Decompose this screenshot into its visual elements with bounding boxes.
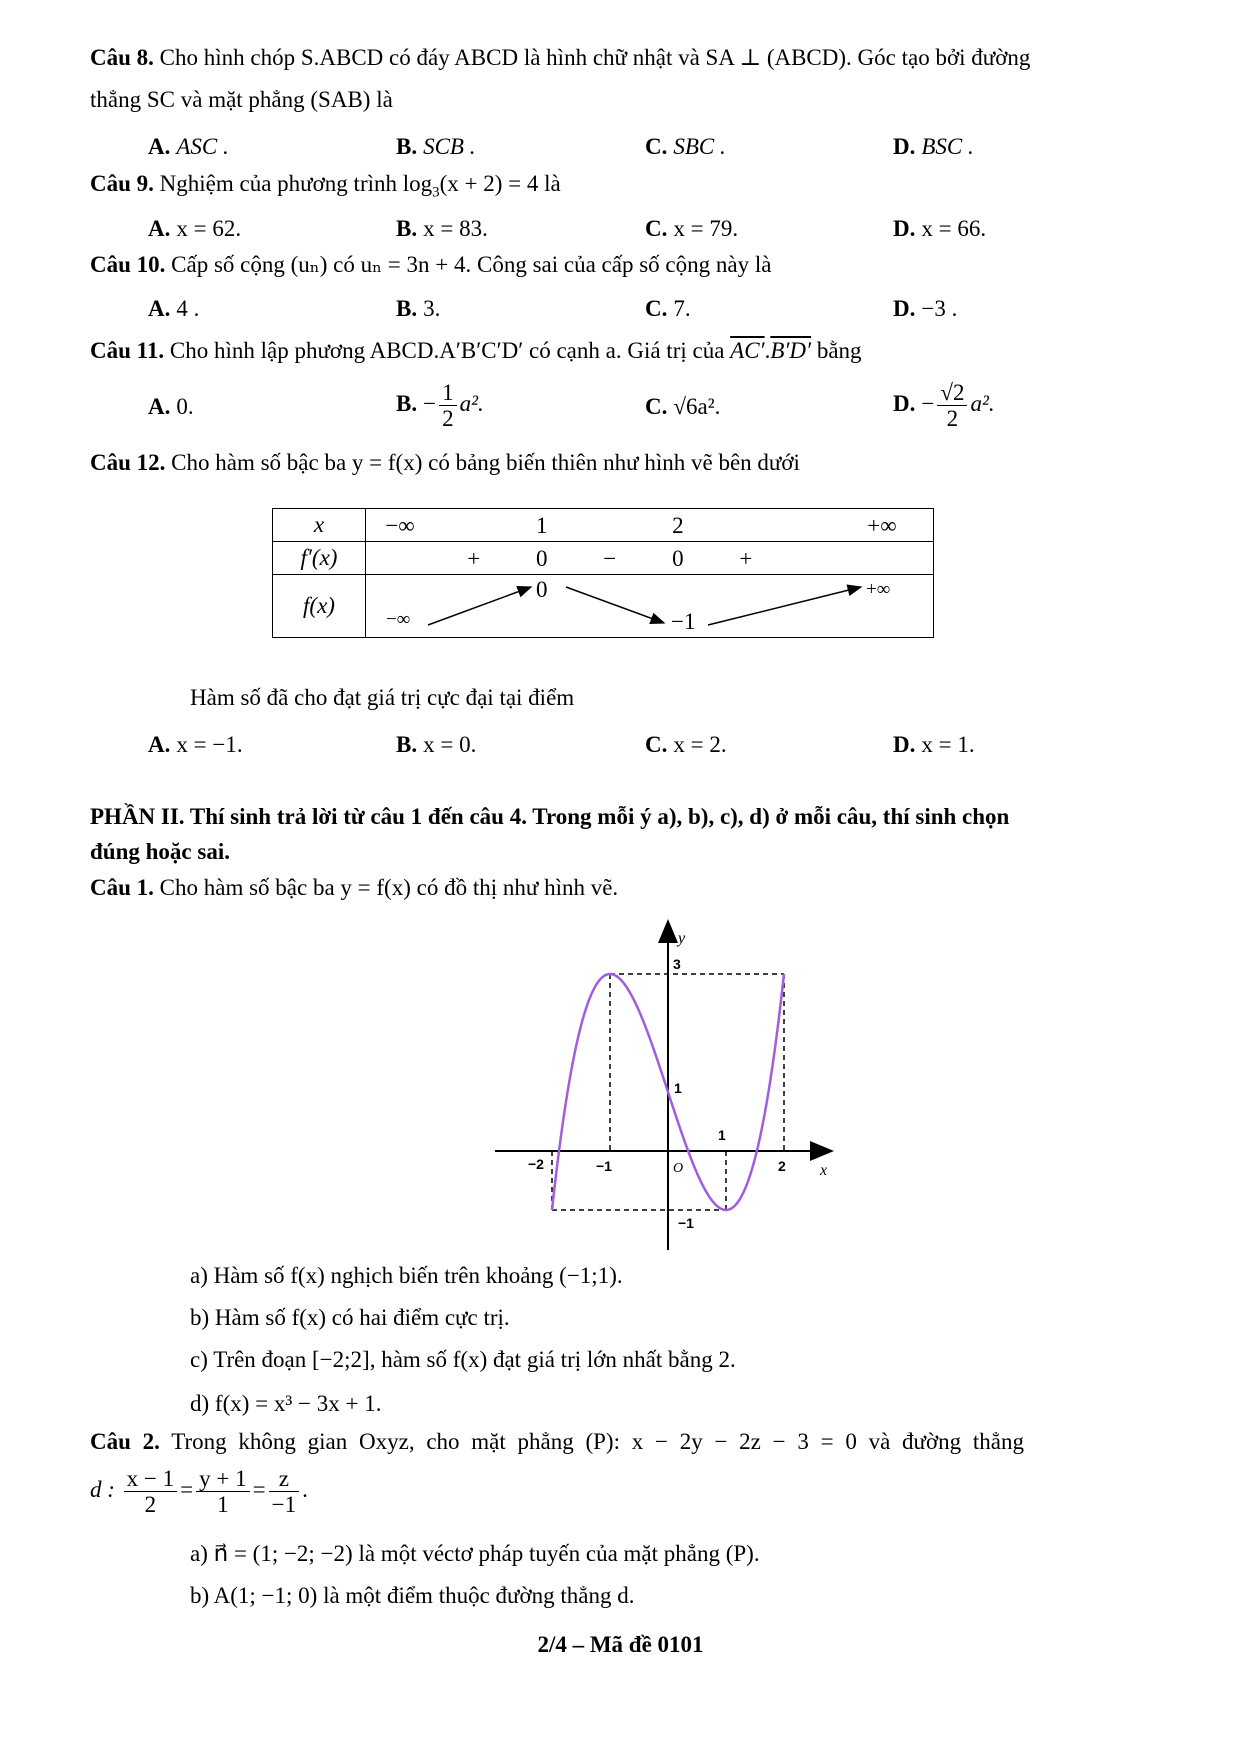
q11-label: Câu 11.	[90, 338, 165, 363]
q12-text: Cho hàm số bậc ba y = f(x) có bảng biến thiên như hình vẽ bên dưới	[171, 450, 800, 475]
fprime-sign-2: −	[603, 546, 617, 571]
label-y-neg1: −1	[678, 1215, 694, 1231]
q9-text-pre: Nghiệm của phương trình log	[159, 171, 433, 196]
q11-vector-bd: B′D′	[770, 338, 812, 363]
q12-line	[90, 449, 1170, 477]
q12-sub: Hàm số đã cho đạt giá trị cực đại tại điểm	[190, 685, 575, 710]
q9-line	[90, 170, 1170, 203]
q8-option-d: D. BSC .	[893, 134, 974, 159]
q11-dot: .	[764, 338, 771, 363]
fprime-zero-2: 0	[672, 546, 684, 571]
p2q1-label: Câu 1.	[90, 875, 154, 900]
q9-option-a: A. x = 62.	[148, 216, 242, 241]
table-x-row	[366, 509, 934, 542]
p2q1-item-a: a) Hàm số f(x) nghịch biến trên khoảng (−1;1).	[190, 1263, 623, 1288]
part2-line1: PHẦN II. Thí sinh trả lời từ câu 1 đến câu 4. Trong mỗi ý a), b), c), d) ở mỗi câu, thí sinh chọn	[90, 804, 1010, 829]
q9-log-base: 3	[432, 184, 440, 201]
q10-label: Câu 10.	[90, 252, 166, 277]
fprime-zero-1: 0	[536, 546, 548, 571]
q8-text-1: Cho hình chóp S.ABCD có đáy ABCD là hình chữ nhật và SA ⊥ (ABCD). Góc tạo bởi đường	[159, 45, 1031, 70]
q8-label: Câu 8.	[90, 45, 154, 70]
q12-option-d: D. x = 1.	[893, 732, 975, 757]
label-x2: 2	[778, 1158, 786, 1174]
table-f-label: f(x)	[273, 575, 366, 638]
q9-option-c: C. x = 79.	[645, 216, 739, 241]
equals-1: =	[180, 1477, 194, 1503]
origin-label: O	[673, 1161, 684, 1176]
table-x-label: x	[273, 509, 366, 542]
p2q1-item-b: b) Hàm số f(x) có hai điểm cực trị.	[190, 1305, 510, 1330]
f-value-min: −1	[671, 609, 696, 634]
q10-option-b: B. 3.	[396, 296, 441, 321]
line-d-suffix: .	[302, 1477, 308, 1503]
q10-options	[148, 296, 1168, 332]
p2q1-line	[90, 874, 1170, 902]
y-axis-label: y	[678, 930, 686, 947]
q8-option-a: A. ASC .	[148, 134, 229, 159]
q11-text-pre: Cho hình lập phương ABCD.A′B′C′D′ có cạnh a. Giá trị của	[169, 338, 725, 363]
p2q2-item-a: a) n⃗ = (1; −2; −2) là một véctơ pháp tuyến của mặt phẳng (P).	[190, 1541, 760, 1566]
table-fprime-row	[366, 542, 934, 575]
p2q1-item-d: d) f(x) = x³ − 3x + 1.	[190, 1391, 382, 1416]
label-x-neg2: −2	[528, 1156, 544, 1172]
part2-heading	[90, 800, 1170, 869]
x-value-1: 1	[536, 513, 548, 538]
q11-option-c: C. √6a².	[645, 394, 721, 419]
q11-b-fraction: $\frac{1}{2}$	[439, 380, 457, 432]
q11-option-a: A. 0.	[148, 394, 194, 419]
p2q2-line2	[90, 1466, 1170, 1518]
q9-text-post: (x + 2) = 4 là	[439, 171, 561, 196]
q10-text: Cấp số cộng (uₙ) có uₙ = 3n + 4. Công sai của cấp số cộng này là	[171, 252, 772, 277]
page-footer: 2/4 – Mã đề 0101	[537, 1632, 704, 1657]
p2q2-line1	[90, 1428, 1170, 1456]
label-x1: 1	[718, 1127, 726, 1143]
q9-option-d: D. x = 66.	[893, 216, 987, 241]
q12-option-a: A. x = −1.	[148, 732, 243, 757]
q8-option-b: B. SCB .	[396, 134, 476, 159]
fraction-x: $\frac{x - 1}{2}$	[124, 1466, 177, 1518]
part2-line2: đúng hoặc sai.	[90, 838, 230, 864]
q11-text-post: bằng	[816, 338, 862, 363]
x-axis-label: x	[820, 1162, 828, 1179]
q11-options	[148, 380, 1168, 440]
q11-option-b: B. − $\frac{1}{2}$ a².	[396, 380, 484, 432]
q11-d-fraction: $\frac{√2}{2}$	[937, 380, 967, 432]
q8-line2: thẳng SC và mặt phẳng (SAB) là	[90, 87, 393, 112]
q8-options	[148, 134, 1168, 170]
q9-option-b: B. x = 83.	[396, 216, 488, 241]
f-value-pos-inf: +∞	[866, 579, 891, 600]
q11-option-d: D. − $\frac{√2}{2}$ a².	[893, 380, 995, 432]
line-d-prefix: d :	[90, 1477, 115, 1503]
p2q2-label: Câu 2.	[90, 1429, 160, 1454]
table-f-row	[366, 575, 934, 638]
q11-vector-ac: AC′	[730, 338, 765, 363]
arrow-increasing-2	[708, 587, 861, 625]
q12-options	[148, 732, 1168, 768]
q9-options	[148, 216, 1168, 252]
label-y1: 1	[674, 1080, 682, 1096]
p2q2-text: Trong không gian Oxyz, cho mặt phẳng (P): x − 2y − 2z − 3 = 0 và đường thẳng	[171, 1429, 1025, 1454]
q8-line1	[90, 44, 1170, 72]
arrow-increasing-1	[428, 587, 531, 625]
arrow-decreasing	[566, 587, 664, 623]
x-value-2: 2	[672, 513, 684, 538]
q10-option-c: C. 7.	[645, 296, 691, 321]
p2q2-item-b: b) A(1; −1; 0) là một điểm thuộc đường thẳng d.	[190, 1583, 635, 1608]
fraction-z: $\frac{z}{-1}$	[269, 1466, 299, 1518]
variation-table	[272, 508, 934, 638]
label-y3: 3	[673, 956, 681, 972]
fprime-sign-3: +	[739, 546, 753, 571]
table-fprime-label: f′(x)	[273, 542, 366, 575]
p2q1-text: Cho hàm số bậc ba y = f(x) có đồ thị như hình vẽ.	[159, 875, 619, 900]
variation-arrows	[366, 575, 933, 637]
f-value-neg-inf: −∞	[386, 609, 411, 630]
cubic-graph	[490, 915, 860, 1255]
x-value-neg-inf: −∞	[385, 513, 415, 538]
q12-option-b: B. x = 0.	[396, 732, 477, 757]
fraction-y: $\frac{y + 1}{1}$	[196, 1466, 249, 1518]
q12-label: Câu 12.	[90, 450, 166, 475]
q10-option-a: A. 4 .	[148, 296, 200, 321]
equals-2: =	[252, 1477, 266, 1503]
f-value-max: 0	[536, 577, 548, 602]
q12-option-c: C. x = 2.	[645, 732, 727, 757]
p2q1-item-c: c) Trên đoạn [−2;2], hàm số f(x) đạt giá trị lớn nhất bằng 2.	[190, 1347, 736, 1372]
fprime-sign-1: +	[467, 546, 481, 571]
q9-label: Câu 9.	[90, 171, 154, 196]
q10-option-d: D. −3 .	[893, 296, 958, 321]
q11-line	[90, 337, 1170, 365]
x-value-pos-inf: +∞	[867, 513, 897, 538]
q10-line	[90, 251, 1170, 279]
label-x-neg1: −1	[596, 1158, 612, 1174]
q8-option-c: C. SBC .	[645, 134, 726, 159]
